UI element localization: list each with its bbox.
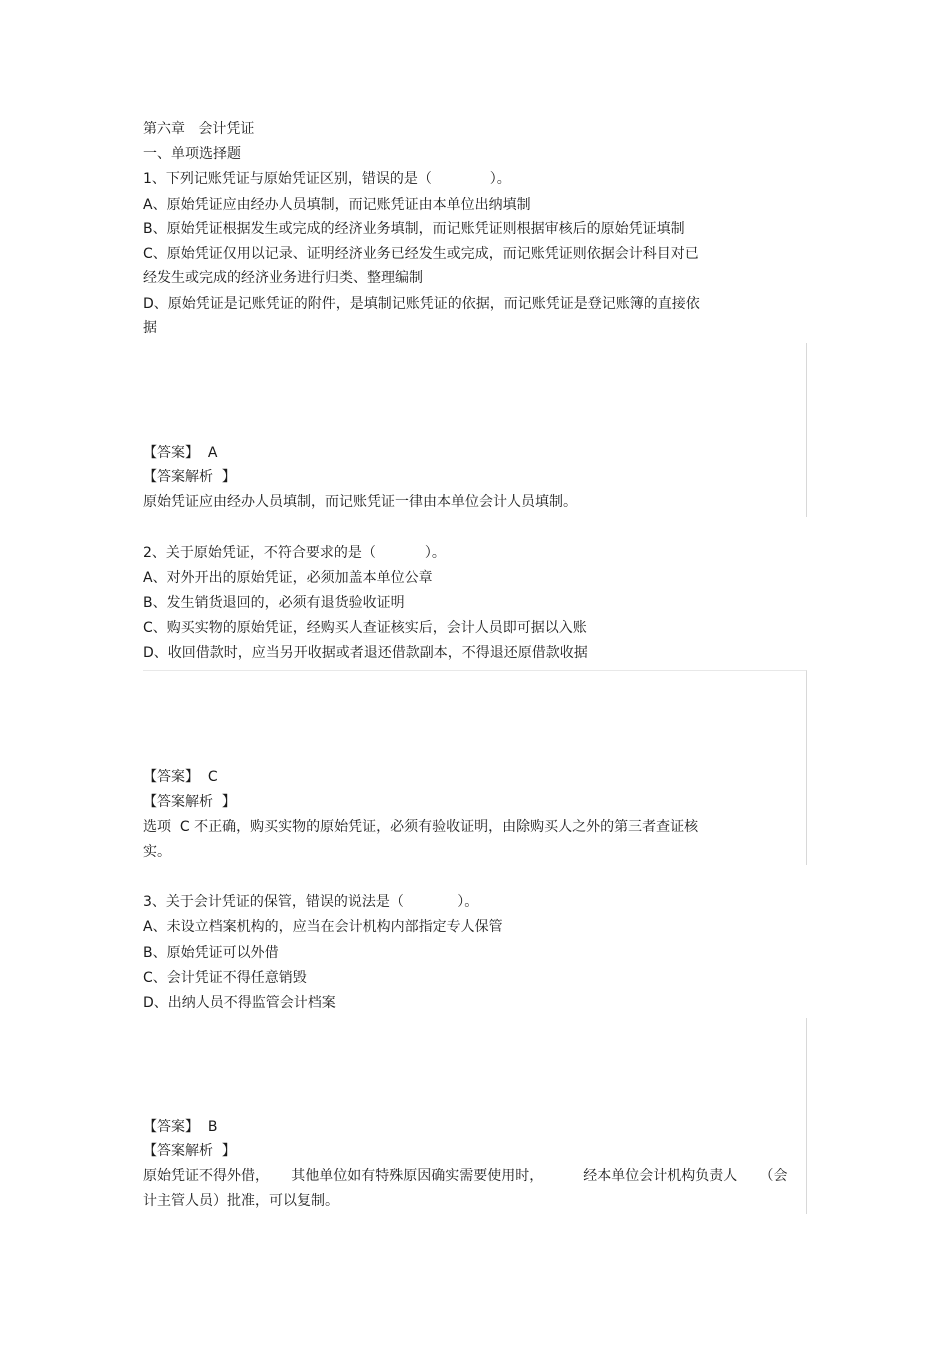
option-c-continued: 经发生或完成的经济业务进行归类、整理编制 [143, 270, 423, 286]
analysis-label: 【答案解析 】 [143, 794, 236, 810]
option-b: B、原始凭证根据发生或完成的经济业务填制，而记账凭证则根据审核后的原始凭证填制 [143, 221, 685, 237]
question-stem: 2、关于原始凭证，不符合要求的是（ ）。 [143, 545, 446, 561]
option-d-continued: 据 [143, 320, 157, 336]
analysis-text: 原始凭证不得外借， 其他单位如有特殊原因确实需要使用时， 经本单位会计机构负责人 （会 [143, 1168, 788, 1184]
option-d: D、出纳人员不得监管会计档案 [143, 995, 336, 1011]
option-b: B、原始凭证可以外借 [143, 945, 279, 961]
answer-label: 【答案】 B [143, 1119, 218, 1135]
option-b: B、发生销货退回的，必须有退货验收证明 [143, 595, 405, 611]
answer-label: 【答案】 C [143, 769, 218, 785]
option-c: C、会计凭证不得任意销毁 [143, 970, 307, 986]
option-a: A、未设立档案机构的，应当在会计机构内部指定专人保管 [143, 919, 503, 935]
question-stem: 1、下列记账凭证与原始凭证区别，错误的是（ ）。 [143, 171, 511, 187]
answer-label: 【答案】 A [143, 445, 218, 461]
analysis-text: 原始凭证应由经办人员填制，而记账凭证一律由本单位会计人员填制。 [143, 494, 577, 510]
option-a: A、对外开出的原始凭证，必须加盖本单位公章 [143, 570, 433, 586]
option-a: A、原始凭证应由经办人员填制，而记账凭证由本单位出纳填制 [143, 197, 531, 213]
answer-box [143, 343, 807, 517]
chapter-title: 第六章 会计凭证 [143, 121, 255, 137]
option-c: C、原始凭证仅用以记录、证明经济业务已经发生或完成，而记账凭证则依据会计科目对已 [143, 246, 699, 262]
option-d: D、原始凭证是记账凭证的附件，是填制记账凭证的依据，而记账凭证是登记账簿的直接依 [143, 296, 700, 312]
analysis-text: 选项 C 不正确，购买实物的原始凭证，必须有验收证明，由除购买人之外的第三者查证核 [143, 819, 699, 835]
analysis-text-continued: 实。 [143, 844, 171, 860]
analysis-text-continued: 计主管人员）批准，可以复制。 [143, 1193, 339, 1209]
analysis-label: 【答案解析 】 [143, 1143, 236, 1159]
analysis-label: 【答案解析 】 [143, 469, 236, 485]
option-c: C、购买实物的原始凭证，经购买人查证核实后，会计人员即可据以入账 [143, 620, 587, 636]
question-stem: 3、关于会计凭证的保管，错误的说法是（ ）。 [143, 894, 479, 910]
section-title: 一、单项选择题 [143, 146, 241, 162]
option-d: D、收回借款时，应当另开收据或者退还借款副本，不得退还原借款收据 [143, 645, 588, 661]
